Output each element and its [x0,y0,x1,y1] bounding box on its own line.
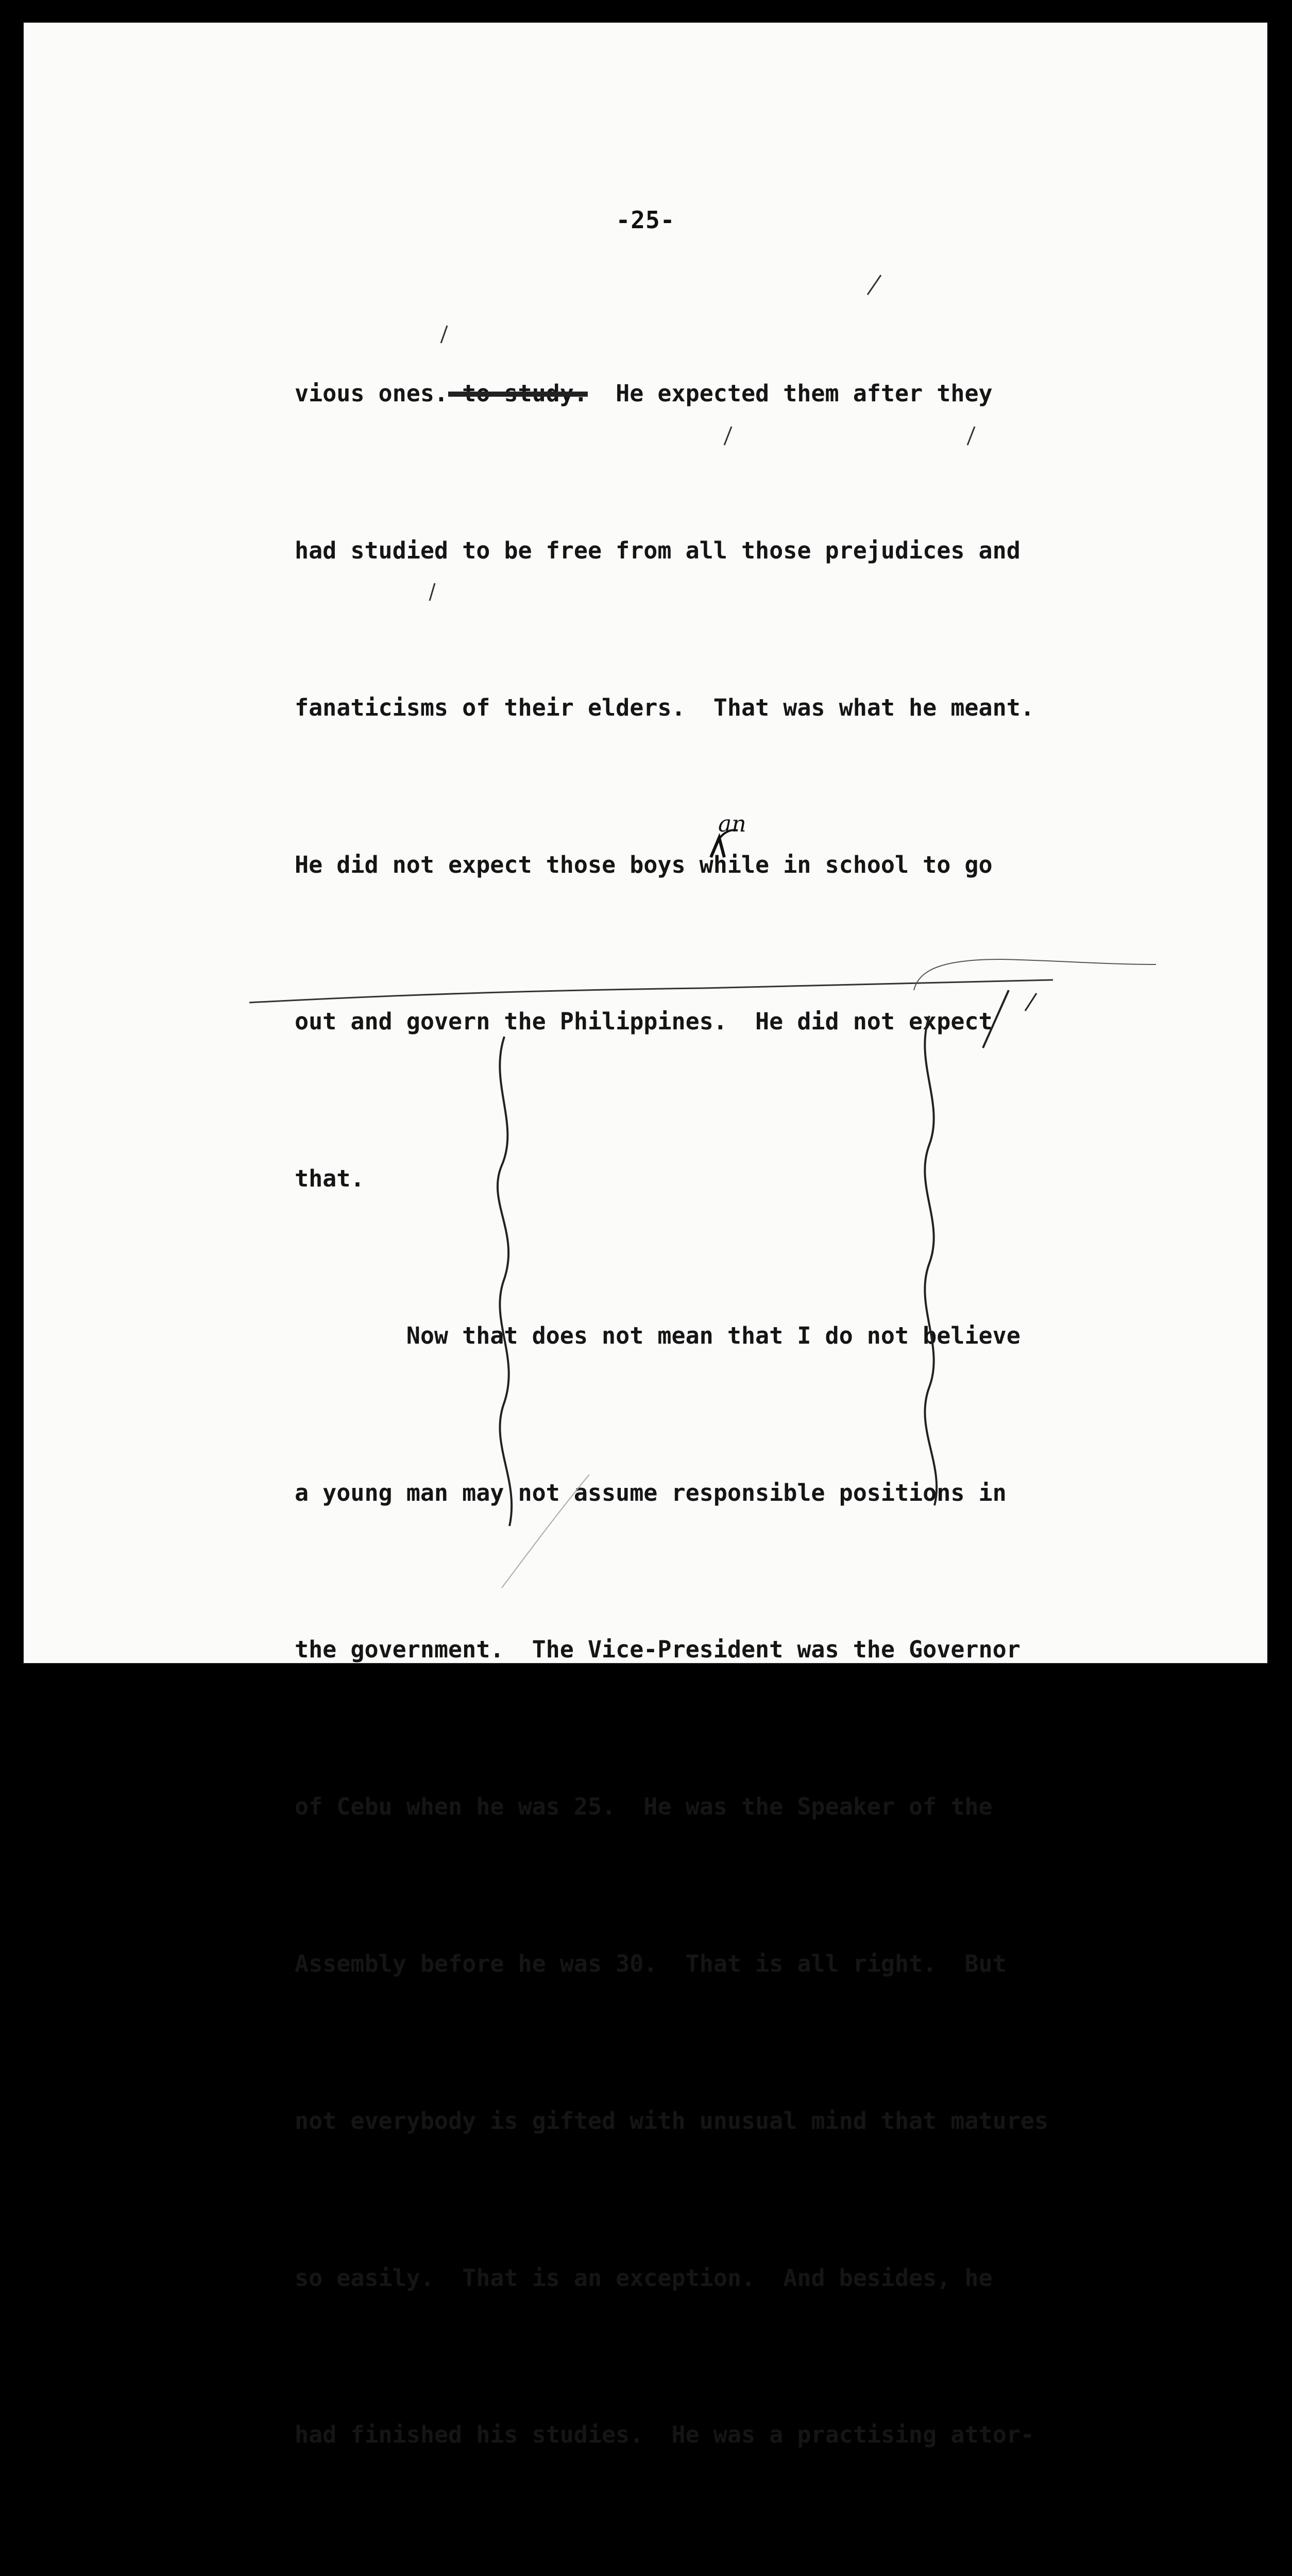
handwritten-insert: an [718,811,746,837]
text-line-4: He did not expect those boys while in school to go [295,851,993,878]
text-line-15 [295,2566,1201,2576]
text-line-12: not everybody is gifted with unusual mind that matures [295,2107,1048,2134]
text-line-6: that. [295,1165,365,1193]
line-1-after: He expected them after they [587,380,993,408]
typed-body-text [295,263,1201,2576]
page-number: -25- [616,206,675,234]
text-line-5: out and govern the Philippines. He did not expect [295,1008,993,1036]
text-line-9: the government. The Vice-President was the Governor [295,1636,1021,1664]
text-line-14: had finished his studies. He was a practising attor- [295,2421,1034,2449]
document-page [23,22,1268,2449]
text-line-2: had studied to be free from all those prejudices and [295,536,1021,564]
text-line-7: Now that does not mean that I do not believe [295,1321,1021,1349]
text-line-3: fanaticisms of their elders. That was what he meant. [295,693,1034,721]
text-line-11: Assembly before he was 30. That is all right. But [295,1950,1007,1977]
text-line-10: of Cebu when he was 25. He was the Speaker of the [295,1793,993,1821]
text-line-1 [295,367,1201,420]
text-line-8: a young man may not assume responsible positions in [295,1479,1007,1506]
line-1-before: vious ones. [295,380,449,408]
struck-text: to study. [448,380,588,408]
text-line-13: so easily. That is an exception. And besides, he [295,2264,993,2292]
